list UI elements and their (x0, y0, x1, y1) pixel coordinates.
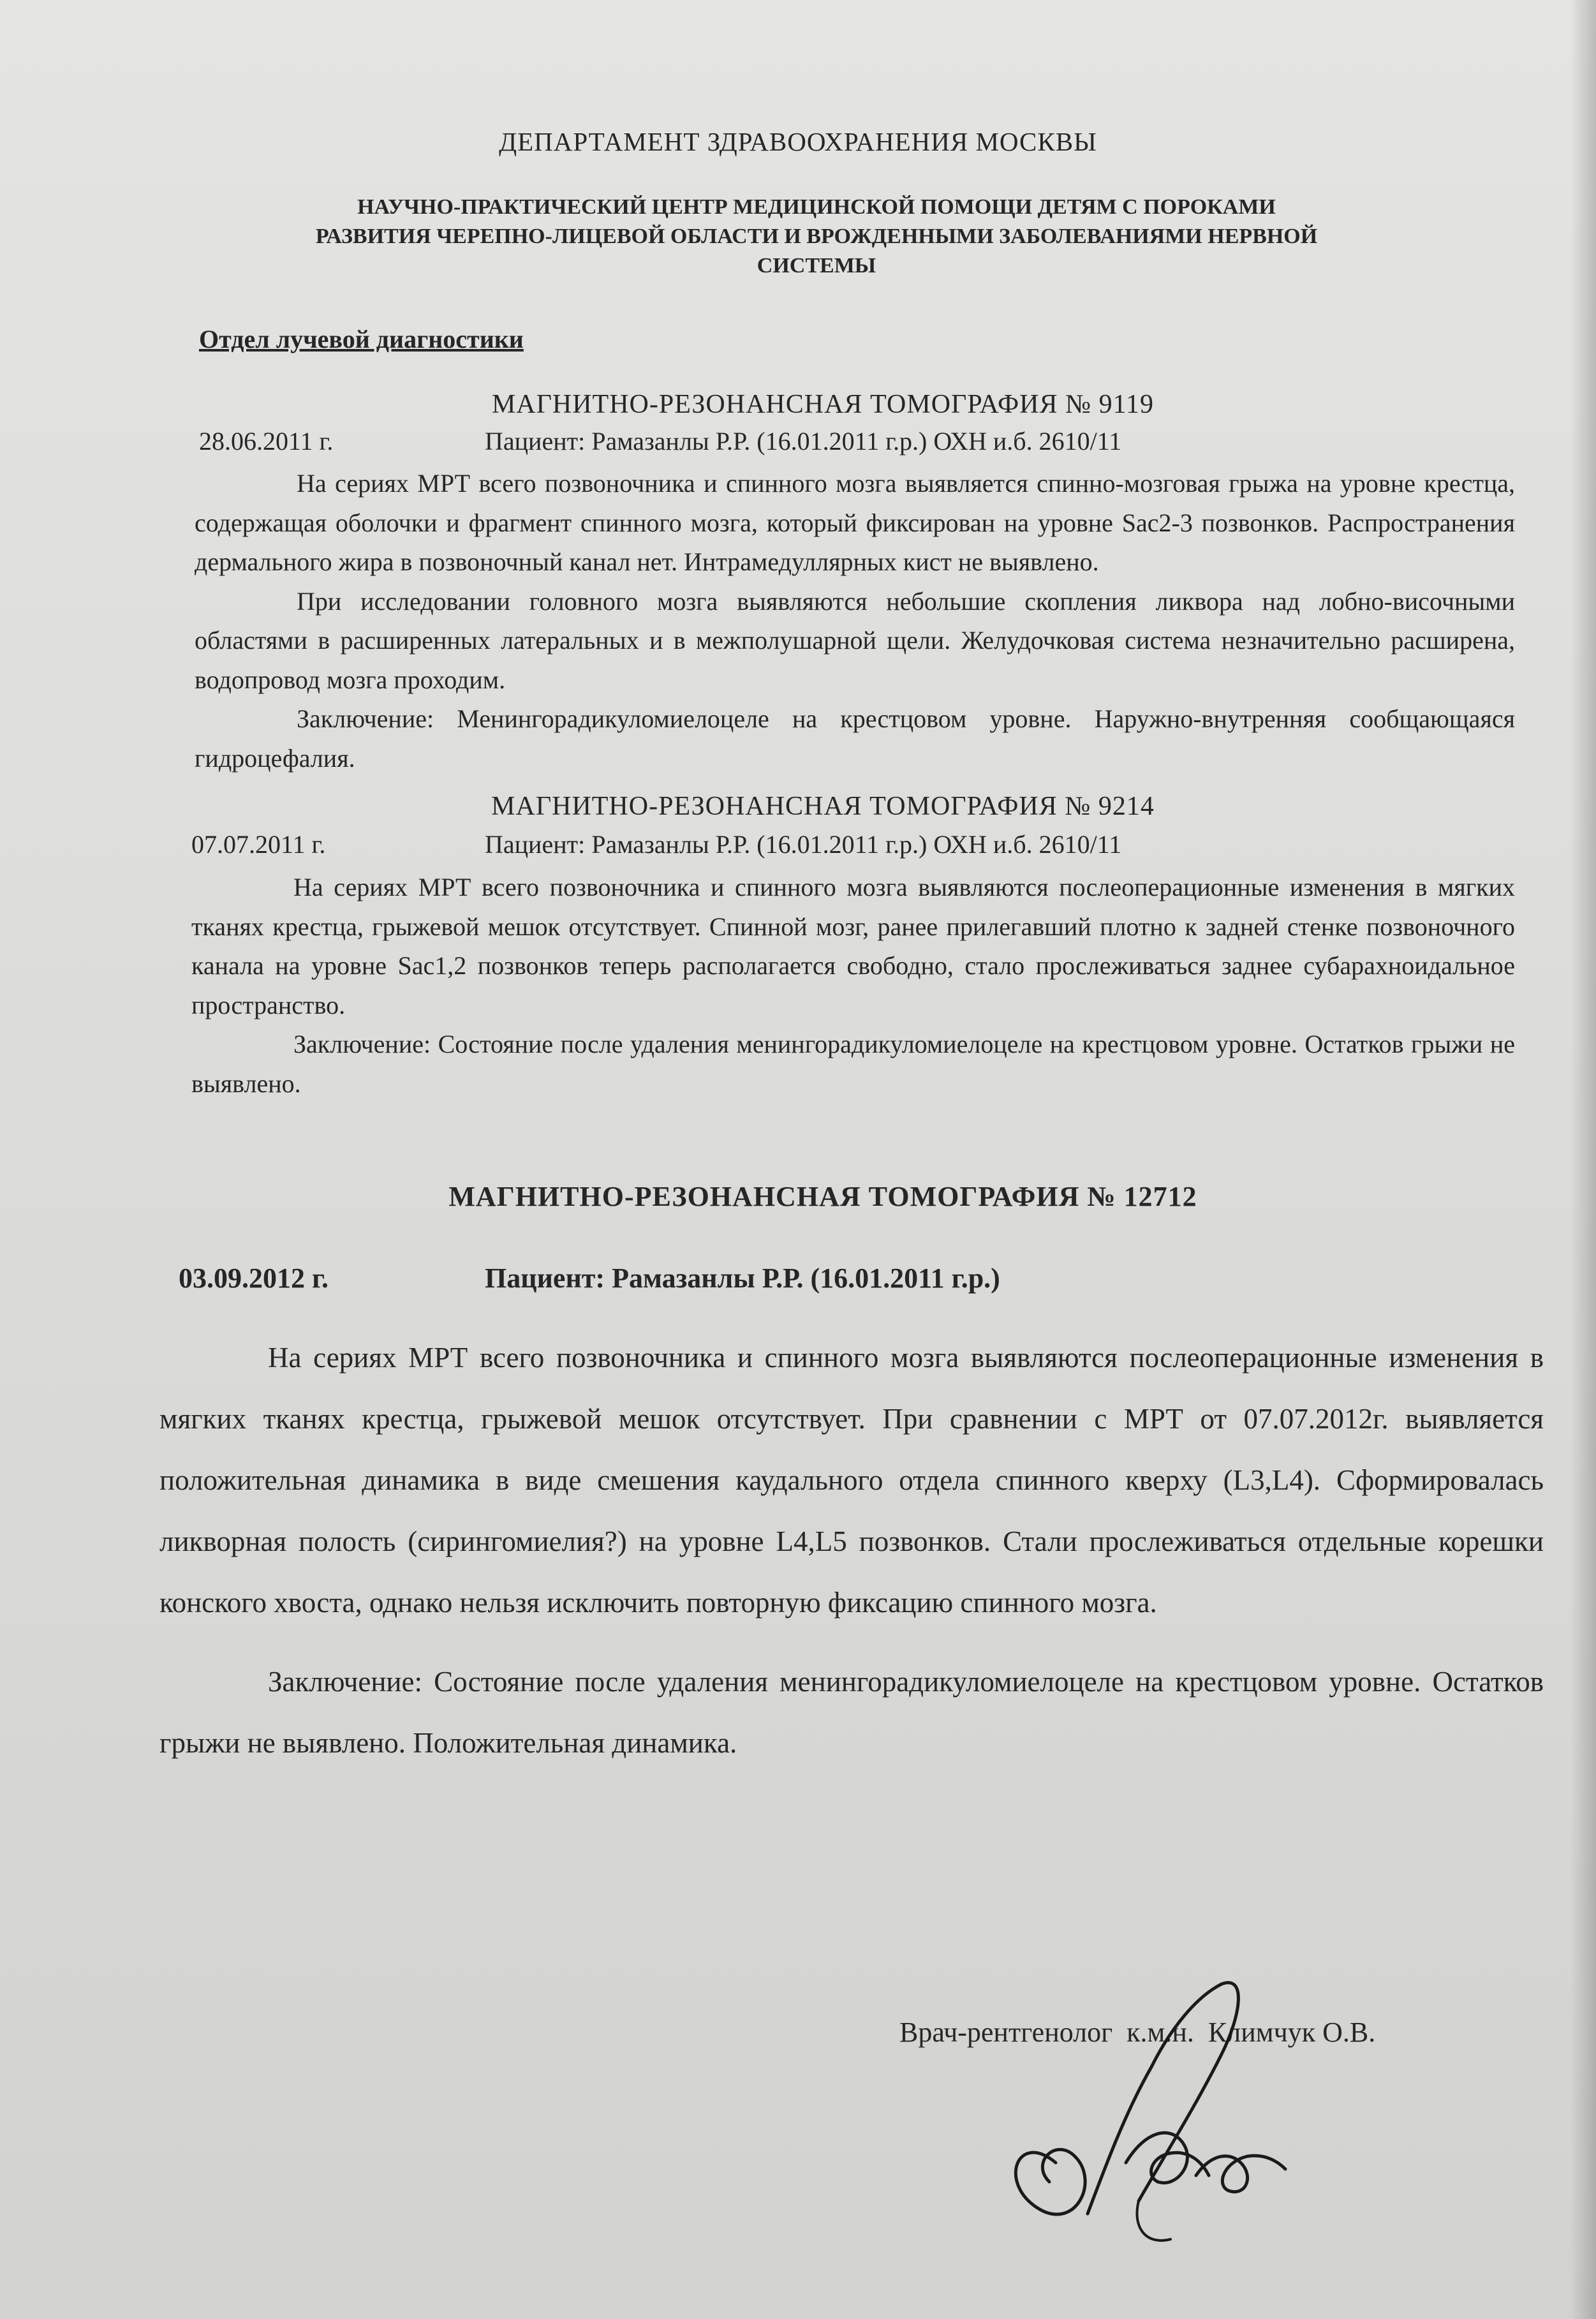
center-name-line: НАУЧНО-ПРАКТИЧЕСКИЙ ЦЕНТР МЕДИЦИНСКОЙ ПОМОЩИ ДЕТЯМ С ПОРОКАМИ (357, 195, 1276, 219)
report-paragraph: На сериях МРТ всего позвоночника и спинного мозга выявляются послеоперационные изменения в мягких тканях крестца, грыжевой мешок отсутствует. Спинной мозг, ранее прилегавший плотно к задней стенке позвоночного канала на уровне Sac1,2 позвонков теперь располагается свободно, стало прослеживаться заднее субарахноидальное пространство. (191, 873, 1515, 1019)
section-heading: Отдел лучевой диагностики (199, 325, 524, 353)
report-title: МАГНИТНО-РЕЗОНАНСНАЯ ТОМОГРАФИЯ № 9119 (491, 390, 1155, 419)
report-date: 03.09.2012 г. (179, 1263, 329, 1294)
report-body (191, 868, 1515, 1103)
report-paragraph: При исследовании головного мозга выявляются небольшие скопления ликвора над лобно-височными областями в расширенных латеральных и в межполушарной щели. Желудочковая система незначительно расширена, водопровод мозга проходим. (195, 586, 1515, 694)
report-title: МАГНИТНО-РЕЗОНАНСНАЯ ТОМОГРАФИЯ № 9214 (491, 792, 1155, 821)
center-name-line: СИСТЕМЫ (757, 254, 876, 278)
center-name-heading (191, 193, 1442, 281)
center-name-line: РАЗВИТИЯ ЧЕРЕПНО-ЛИЦЕВОЙ ОБЛАСТИ И ВРОЖДЕННЫМИ ЗАБОЛЕВАНИЯМИ НЕРВНОЙ (315, 225, 1318, 248)
report-conclusion: Заключение: Состояние после удаления менингорадикуломиелоцеле на крестцовом уровне. Остатков грыжи не выявлено. (191, 1030, 1515, 1098)
report-conclusion: Заключение: Менингорадикуломиелоцеле на крестцовом уровне. Наружно-внутренняя сообщающаяся гидроцефалия. (195, 704, 1515, 773)
report-paragraph: На сериях МРТ всего позвоночника и спинного мозга выявляется спинно-мозговая грыжа на уровне крестца, содержащая оболочки и фрагмент спинного мозга, который фиксирован на уровне Sac2-3 позвонков. Распространения дермального жира в позвоночный канал нет. Интрамедуллярных кист не выявлено. (195, 469, 1515, 576)
patient-line: Пациент: Рамазанлы Р.Р. (16.01.2011 г.р.) ОХН и.б. 2610/11 (485, 830, 1122, 859)
report-body (195, 464, 1515, 778)
report-date: 07.07.2011 г. (191, 830, 326, 859)
report-paragraph: На сериях МРТ всего позвоночника и спинного мозга выявляются послеоперационные изменения в мягких тканях крестца, грыжевой мешок отсутствует. При сравнении с МРТ от 07.07.2012г. выявляется положительная динамика в виде смешения каудального отдела спинного кверху (L3,L4). Сформировалась ликворная полость (сирингомиелия?) на уровне L4,L5 позвонков. Стали прослеживаться отдельные корешки конского хвоста, однако нельзя исключить повторную фиксацию спинного мозга. (159, 1342, 1544, 1619)
report-title: МАГНИТНО-РЕЗОНАНСНАЯ ТОМОГРАФИЯ № 12712 (448, 1181, 1197, 1212)
patient-line: Пациент: Рамазанлы Р.Р. (16.01.2011 г.р.) (485, 1263, 1000, 1294)
report-conclusion: Заключение: Состояние после удаления менингорадикуломиелоцеле на крестцовом уровне. Остатков грыжи не выявлено. Положительная динамика. (159, 1666, 1544, 1759)
report-body (159, 1327, 1544, 1774)
department-heading: ДЕПАРТАМЕНТ ЗДРАВООХРАНЕНИЯ МОСКВЫ (499, 127, 1097, 156)
doctor-signature-line: Врач-рентгенолог к.м.н. Климчук О.В. (899, 2017, 1376, 2048)
patient-line: Пациент: Рамазанлы Р.Р. (16.01.2011 г.р.) ОХН и.б. 2610/11 (485, 427, 1122, 456)
handwritten-signature-icon (979, 1971, 1298, 2252)
report-date: 28.06.2011 г. (199, 427, 334, 456)
